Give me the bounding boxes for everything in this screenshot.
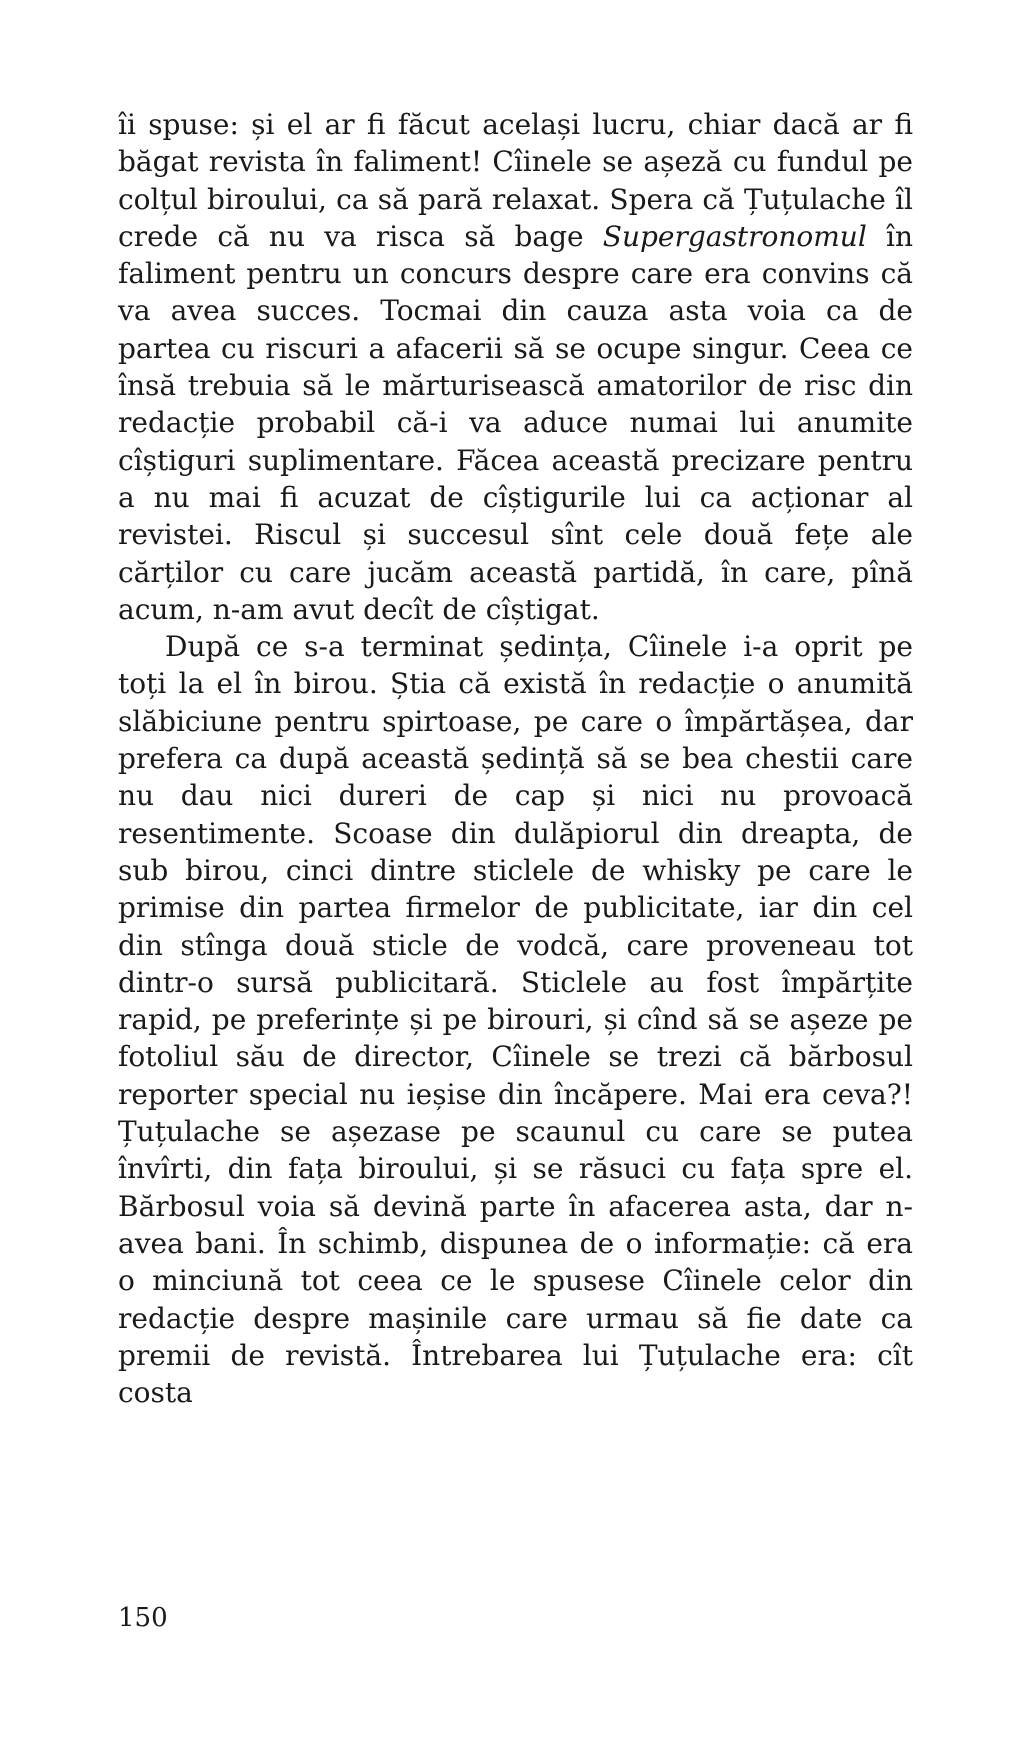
paragraph-1-rest: în faliment pentru un concurs despre care era convins că va avea succes. Tocmai din cauza asta voia ca de partea cu riscuri a afacerii să se ocupe singur. Ceea ce însă trebuia să le mărturisească amatorilor de risc din redacție probabil că-i va aduce numai lui anumite cîștiguri suplimentare. Făcea această precizare pentru a nu mai fi acuzat de cîștigurile lui ca acționar al revistei. Riscul și succesul sînt cele două fețe ale cărților cu care jucăm această partidă, în care, pînă acum, n-am avut decît de cîștigat. — [118, 219, 913, 626]
paragraph-1 — [118, 106, 913, 628]
paragraph-1-start: îi spuse: și el ar fi făcut același lucru, chiar dacă ar fi băgat revista în faliment! Cîinele se așeză cu fundul pe colțul biroului, ca să pară relaxat. Spera că Țuțulache îl crede că nu va risca să bage — [118, 108, 913, 253]
magazine-title: Supergastronomul — [602, 219, 867, 253]
paragraph-2: După ce s-a terminat ședința, Cîinele i-a oprit pe toți la el în birou. Știa că există în redacție o anumită slăbiciune pentru spirtoase, pe care o împărtășea, dar prefera ca după această ședință să se bea chestii care nu dau nici dureri de cap și nici nu provoacă resentimente. Scoase din dulăpiorul din dreapta, de sub birou, cinci dintre sticlele de whisky pe care le primise din partea firmelor de publicitate, iar din cel din stînga două sticle de vodcă, care proveneau tot dintr-o sursă publicitară. Sticlele au fost împărțite rapid, pe preferințe și pe birouri, și cînd să se așeze pe fotoliul său de director, Cîinele se trezi că bărbosul reporter special nu ieșise din încăpere. Mai era ceva?! Țuțulache se așezase pe scaunul cu care se putea învîrti, din fața biroului, și se răsuci cu fața spre el. Bărbosul voia să devină parte în afacerea asta, dar n-avea bani. În schimb, dispunea de o informație: că era o minciună tot ceea ce le spusese Cîinele celor din redacție despre mașinile care urmau să fie date ca premii de revistă. Întrebarea lui Țuțulache era: cît costa — [118, 630, 913, 1410]
body-text — [118, 106, 913, 1411]
page-number: 150 — [118, 1603, 168, 1633]
